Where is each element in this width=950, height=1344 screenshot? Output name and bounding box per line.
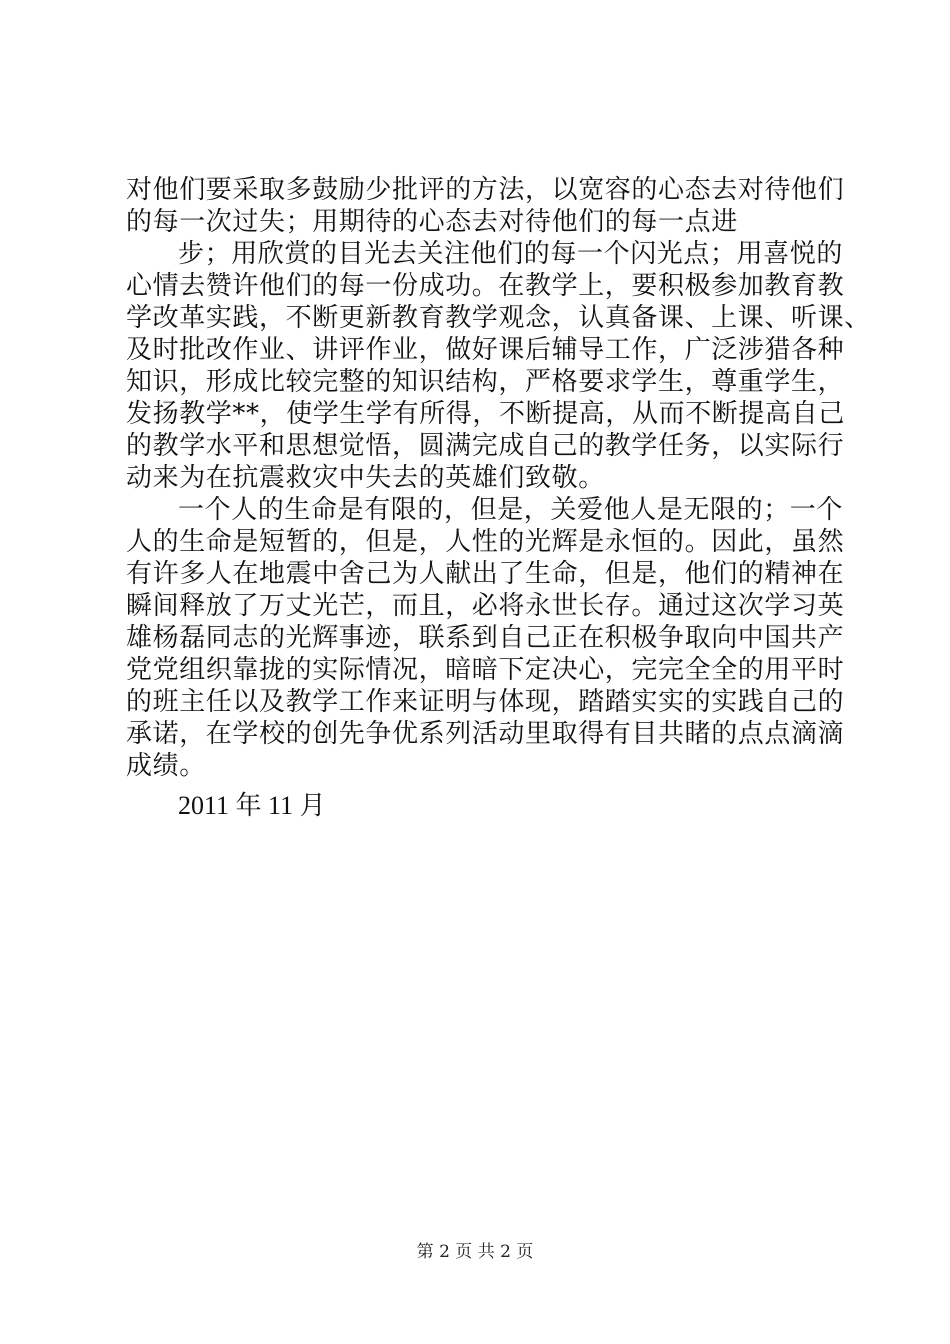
text-line-12: 人的生命是短暂的，但是，人性的光辉是永恒的。因此，虽然 <box>126 527 845 557</box>
text-line-4: 心情去赞许他们的每一份成功。在教学上，要积极参加教育教 <box>126 271 845 301</box>
text-line-9: 的教学水平和思想觉悟，圆满完成自己的教学任务，以实际行 <box>126 431 845 461</box>
page-indicator: 第 2 页 共 2 页 <box>416 1242 534 1262</box>
document-date: 2011 年 11 月 <box>178 791 326 820</box>
text-line-6: 及时批改作业、讲评作业，做好课后辅导工作，广泛涉猎各种 <box>126 335 845 365</box>
text-line-10: 动来为在抗震救灾中失去的英雄们致敬。 <box>126 463 605 493</box>
text-line-11: 一个人的生命是有限的，但是，关爱他人是无限的；一个 <box>178 495 844 525</box>
text-line-19: 成绩。 <box>126 751 206 781</box>
text-line-16: 党党组织靠拢的实际情况，暗暗下定决心，完完全全的用平时 <box>126 655 845 685</box>
text-line-14: 瞬间释放了万丈光芒，而且，必将永世长存。通过这次学习英 <box>126 591 845 621</box>
text-line-2: 的每一次过失；用期待的心态去对待他们的每一点进 <box>126 207 738 237</box>
text-line-7: 知识，形成比较完整的知识结构，严格要求学生，尊重学生， <box>126 367 845 397</box>
text-line-1: 对他们要采取多鼓励少批评的方法，以宽容的心态去对待他们 <box>126 175 845 205</box>
text-line-3: 步；用欣赏的目光去关注他们的每一个闪光点；用喜悦的 <box>178 239 844 269</box>
text-line-13: 有许多人在地震中舍己为人献出了生命，但是，他们的精神在 <box>126 559 845 589</box>
text-line-17: 的班主任以及教学工作来证明与体现，踏踏实实的实践自己的 <box>126 687 845 717</box>
text-line-15: 雄杨磊同志的光辉事迹，联系到自己正在积极争取向中国共产 <box>126 623 845 653</box>
text-line-5: 学改革实践，不断更新教育教学观念，认真备课、上课、听课、 <box>126 303 871 333</box>
text-line-18: 承诺，在学校的创先争优系列活动里取得有目共睹的点点滴滴 <box>126 719 845 749</box>
text-line-8: 发扬教学**，使学生学有所得，不断提高，从而不断提高自己 <box>126 399 845 429</box>
